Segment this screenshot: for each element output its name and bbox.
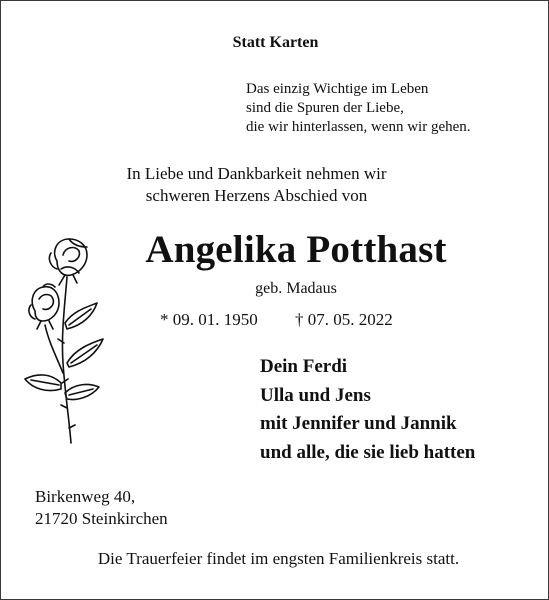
mourner-line: und alle, die sie lieb hatten <box>260 441 476 463</box>
birth-date: * 09. 01. 1950 <box>160 310 258 329</box>
maiden-name: geb. Madaus <box>255 280 337 297</box>
address-city: 21720 Steinkirchen <box>35 509 168 528</box>
intro-text <box>1 163 549 207</box>
mourners-list <box>260 353 475 467</box>
footer-note: Die Trauerfeier findet im engsten Familienkreis statt. <box>97 549 460 568</box>
intro-line: schweren Herzens Abschied von <box>145 186 368 205</box>
mourner-line: Ulla und Jens <box>260 384 371 406</box>
quote-line: die wir hinterlassen, wenn wir gehen. <box>246 119 471 135</box>
death-date: † 07. 05. 2022 <box>295 310 393 329</box>
address-street: Birkenweg 40, <box>35 487 136 506</box>
quote-block <box>246 80 471 137</box>
quote-line: Das einzig Wichtige im Leben <box>246 81 429 97</box>
deceased-name: Angelika Potthast <box>145 228 447 271</box>
intro-line: In Liebe und Dankbarkeit nehmen wir <box>126 164 387 183</box>
address-block <box>35 486 168 530</box>
quote-line: sind die Spuren der Liebe, <box>246 100 404 116</box>
header-title: Statt Karten <box>232 34 319 51</box>
mourner-line: Dein Ferdi <box>260 356 348 377</box>
mourner-line: mit Jennifer und Jannik <box>260 413 457 434</box>
life-dates <box>160 310 393 330</box>
